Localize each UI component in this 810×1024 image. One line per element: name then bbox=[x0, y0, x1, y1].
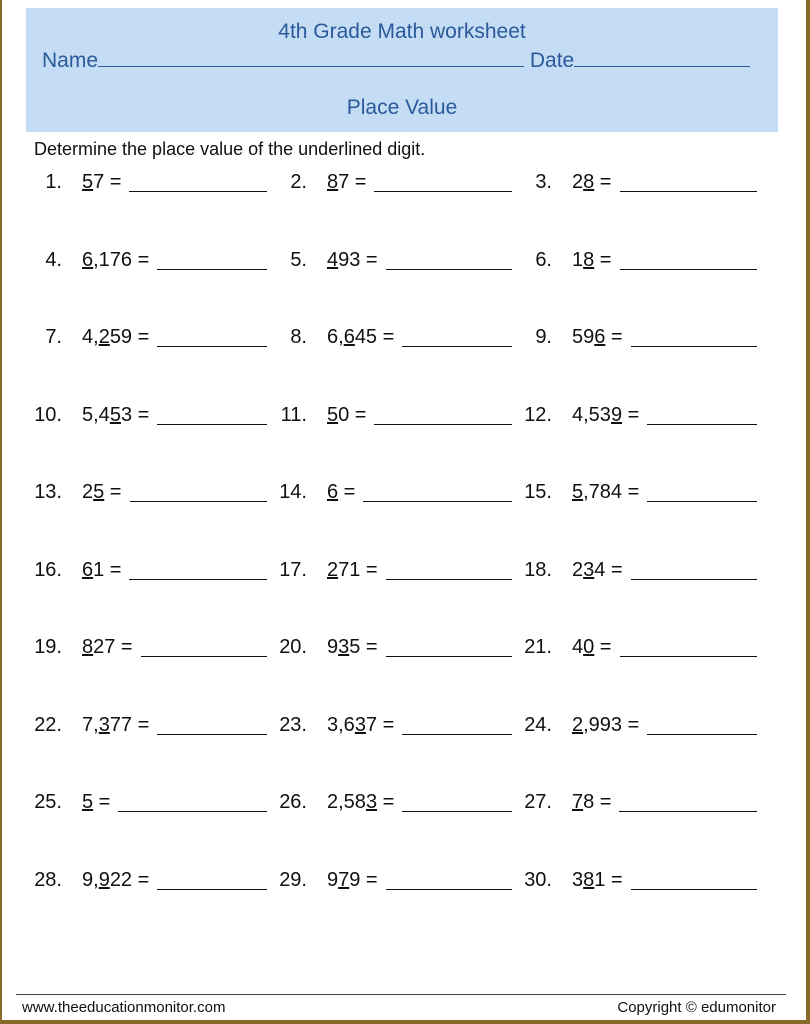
instructions: Determine the place value of the underlined digit. bbox=[34, 139, 426, 159]
problem-item bbox=[34, 791, 267, 815]
digits-after: = bbox=[594, 171, 612, 193]
problem-expression bbox=[327, 714, 394, 737]
answer-blank[interactable] bbox=[620, 636, 757, 657]
problem-number: 19. bbox=[34, 636, 62, 658]
problem-item bbox=[535, 171, 757, 195]
footer-copyright: Copyright © edumonitor bbox=[617, 999, 776, 1016]
digits-after: 27 = bbox=[93, 636, 133, 658]
answer-blank[interactable] bbox=[129, 171, 267, 192]
problem-number: 27. bbox=[524, 791, 552, 813]
problem-expression bbox=[327, 326, 394, 349]
problem-expression bbox=[82, 249, 149, 272]
answer-blank[interactable] bbox=[386, 869, 512, 890]
problem-item bbox=[524, 636, 757, 660]
problem-item bbox=[45, 171, 267, 195]
problem-expression bbox=[572, 791, 611, 814]
worksheet-subtitle: Place Value bbox=[346, 96, 458, 119]
answer-blank[interactable] bbox=[631, 559, 757, 580]
worksheet-title: 4th Grade Math worksheet bbox=[278, 20, 526, 43]
problem-number: 18. bbox=[524, 558, 552, 581]
answer-blank[interactable] bbox=[647, 404, 757, 425]
problem-expression bbox=[572, 326, 623, 349]
answer-blank[interactable] bbox=[374, 404, 512, 425]
problem-item bbox=[34, 868, 267, 893]
problem-number: 15. bbox=[524, 481, 552, 503]
problem-number: 3. bbox=[535, 171, 552, 193]
digits-before: 3 bbox=[572, 868, 584, 891]
answer-blank[interactable] bbox=[647, 714, 757, 735]
underlined-digit: 6 bbox=[327, 481, 339, 503]
problem-expression bbox=[572, 869, 623, 892]
footer-divider bbox=[16, 994, 786, 995]
date-label: Date bbox=[529, 49, 575, 72]
digits-after: = bbox=[338, 481, 356, 503]
problem-expression bbox=[572, 714, 639, 737]
problem-expression bbox=[572, 249, 612, 272]
underlined-digit: 8 bbox=[82, 636, 94, 658]
underlined-digit: 6 bbox=[82, 558, 94, 581]
underlined-digit: 2 bbox=[327, 558, 339, 581]
answer-blank[interactable] bbox=[402, 791, 512, 812]
underlined-digit: 7 bbox=[572, 791, 584, 813]
name-blank[interactable] bbox=[98, 46, 524, 67]
problem-number: 1. bbox=[45, 171, 62, 193]
underlined-digit: 9 bbox=[610, 403, 623, 426]
digits-after: = bbox=[594, 248, 612, 271]
answer-blank[interactable] bbox=[374, 171, 512, 192]
digits-before: 9, bbox=[82, 868, 99, 891]
underlined-digit: 5 bbox=[109, 403, 121, 426]
date-blank[interactable] bbox=[574, 46, 750, 67]
problem-number: 24. bbox=[524, 713, 552, 736]
name-date-row bbox=[42, 46, 762, 73]
digits-after: 1 = bbox=[93, 558, 122, 581]
problem-number: 21. bbox=[524, 636, 552, 658]
underlined-digit: 5 bbox=[82, 791, 94, 813]
digits-before: 5,4 bbox=[82, 403, 110, 426]
problem-number: 10. bbox=[34, 403, 62, 426]
problem-item bbox=[279, 791, 512, 815]
digits-after: ,993 = bbox=[583, 713, 640, 736]
problem-number: 6. bbox=[535, 248, 552, 271]
problem-number: 30. bbox=[524, 868, 552, 891]
problem-expression bbox=[572, 171, 612, 194]
underlined-digit: 8 bbox=[583, 868, 595, 891]
answer-blank[interactable] bbox=[631, 869, 757, 890]
problem-item bbox=[45, 248, 267, 273]
problem-number: 5. bbox=[290, 248, 307, 271]
answer-blank[interactable] bbox=[631, 326, 757, 347]
footer-website: www.theeducationmonitor.com bbox=[22, 999, 226, 1016]
digits-before: 2,58 bbox=[327, 791, 366, 813]
digits-before: 4,53 bbox=[572, 403, 611, 426]
problem-number: 20. bbox=[279, 636, 307, 658]
digits-after: = bbox=[605, 326, 623, 348]
underlined-digit: 5 bbox=[572, 481, 584, 503]
problem-expression bbox=[327, 791, 394, 814]
problem-expression bbox=[327, 249, 378, 272]
digits-after: = bbox=[622, 403, 640, 426]
problem-number: 23. bbox=[279, 713, 307, 736]
problem-number: 25. bbox=[34, 791, 62, 813]
answer-blank[interactable] bbox=[363, 481, 512, 502]
problem-number: 17. bbox=[279, 558, 307, 581]
problem-expression bbox=[82, 171, 121, 194]
problem-expression bbox=[82, 481, 122, 504]
problem-expression bbox=[327, 636, 378, 659]
digits-after: 0 = bbox=[338, 403, 367, 426]
problem-expression bbox=[572, 404, 639, 427]
underlined-digit: 8 bbox=[583, 171, 595, 193]
answer-blank[interactable] bbox=[620, 171, 757, 192]
digits-before: 3,6 bbox=[327, 713, 355, 736]
problem-number: 22. bbox=[34, 713, 62, 736]
digits-after: = bbox=[594, 636, 612, 658]
problem-expression bbox=[572, 559, 623, 582]
problem-number: 26. bbox=[279, 791, 307, 813]
underlined-digit: 5 bbox=[93, 481, 105, 503]
digits-before: 6, bbox=[327, 326, 344, 348]
answer-blank[interactable] bbox=[619, 791, 757, 812]
problem-item bbox=[279, 636, 512, 660]
problem-item bbox=[524, 481, 757, 505]
digits-before: 2 bbox=[572, 558, 584, 581]
digits-after: 3 = bbox=[120, 403, 150, 426]
underlined-digit: 6 bbox=[343, 326, 355, 348]
underlined-digit: 3 bbox=[338, 636, 350, 658]
problem-expression bbox=[82, 869, 149, 892]
answer-blank[interactable] bbox=[386, 249, 512, 270]
problem-item bbox=[280, 403, 512, 428]
answer-blank[interactable] bbox=[386, 559, 512, 580]
digits-before: 9 bbox=[327, 868, 339, 891]
answer-blank[interactable] bbox=[157, 714, 267, 735]
problem-number: 13. bbox=[34, 481, 62, 503]
underlined-digit: 2 bbox=[572, 713, 584, 736]
underlined-digit: 5 bbox=[327, 403, 339, 426]
problem-item bbox=[524, 713, 757, 738]
problem-number: 29. bbox=[279, 868, 307, 891]
problem-expression bbox=[82, 559, 121, 582]
problem-number: 16. bbox=[34, 558, 62, 581]
problem-item bbox=[535, 248, 757, 273]
problem-number: 9. bbox=[535, 326, 552, 348]
answer-blank[interactable] bbox=[647, 481, 757, 502]
answer-blank[interactable] bbox=[118, 791, 267, 812]
problem-item bbox=[279, 558, 512, 583]
problem-expression bbox=[82, 404, 149, 427]
underlined-digit: 7 bbox=[338, 868, 350, 891]
digits-after: 9 = bbox=[349, 868, 378, 891]
underlined-digit: 6 bbox=[594, 326, 606, 348]
digits-after: 7 = bbox=[365, 713, 395, 736]
name-label: Name bbox=[42, 49, 99, 72]
problem-item bbox=[524, 403, 757, 428]
digits-after: ,176 = bbox=[93, 248, 150, 271]
answer-blank[interactable] bbox=[620, 249, 757, 270]
digits-before: 4, bbox=[82, 326, 99, 348]
problem-expression bbox=[327, 559, 378, 582]
answer-blank[interactable] bbox=[402, 326, 512, 347]
underlined-digit: 3 bbox=[583, 558, 595, 581]
digits-after: 5 = bbox=[349, 636, 378, 658]
digits-after: 77 = bbox=[109, 713, 150, 736]
answer-blank[interactable] bbox=[130, 481, 267, 502]
problem-item bbox=[290, 248, 512, 273]
underlined-digit: 2 bbox=[98, 326, 110, 348]
problem-item bbox=[524, 558, 757, 583]
worksheet-header bbox=[26, 8, 778, 132]
digits-after: 71 = bbox=[338, 558, 378, 581]
answer-blank[interactable] bbox=[386, 636, 512, 657]
problem-item bbox=[279, 713, 512, 738]
problem-item bbox=[535, 326, 757, 350]
digits-before: 59 bbox=[572, 326, 595, 348]
answer-blank[interactable] bbox=[157, 249, 267, 270]
worksheet-page bbox=[2, 0, 806, 1020]
problem-number: 14. bbox=[279, 481, 307, 503]
digits-after: 93 = bbox=[338, 248, 378, 271]
problem-item bbox=[34, 558, 267, 583]
answer-blank[interactable] bbox=[157, 326, 267, 347]
problem-number: 12. bbox=[524, 403, 552, 426]
problem-item bbox=[34, 636, 267, 660]
answer-blank[interactable] bbox=[129, 559, 267, 580]
problem-expression bbox=[327, 404, 366, 427]
underlined-digit: 8 bbox=[327, 171, 339, 193]
answer-blank[interactable] bbox=[157, 404, 267, 425]
digits-before: 9 bbox=[327, 636, 339, 658]
problem-item bbox=[524, 868, 757, 893]
underlined-digit: 3 bbox=[354, 713, 366, 736]
problem-item bbox=[45, 326, 267, 350]
problem-number: 4. bbox=[45, 248, 62, 271]
digits-before: 2 bbox=[572, 171, 584, 193]
problem-item bbox=[279, 481, 512, 505]
problem-expression bbox=[327, 171, 366, 194]
digits-after: ,784 = bbox=[583, 481, 640, 503]
problem-number: 11. bbox=[280, 403, 307, 426]
digits-after: 4 = bbox=[594, 558, 623, 581]
problem-expression bbox=[82, 714, 149, 737]
problem-expression bbox=[82, 636, 133, 659]
underlined-digit: 9 bbox=[98, 868, 110, 891]
digits-after: 22 = bbox=[109, 868, 150, 891]
problem-expression bbox=[82, 791, 110, 814]
underlined-digit: 3 bbox=[365, 791, 378, 813]
problem-expression bbox=[82, 326, 149, 349]
underlined-digit: 3 bbox=[98, 713, 110, 736]
problem-expression bbox=[572, 481, 639, 504]
digits-after: 59 = bbox=[109, 326, 150, 348]
digits-before: 7, bbox=[82, 713, 99, 736]
answer-blank[interactable] bbox=[157, 869, 267, 890]
problem-expression bbox=[572, 636, 612, 659]
digits-before: 2 bbox=[82, 481, 94, 503]
answer-blank[interactable] bbox=[402, 714, 512, 735]
underlined-digit: 0 bbox=[583, 636, 595, 658]
digits-after: 7 = bbox=[338, 171, 367, 193]
digits-after: 45 = bbox=[354, 326, 395, 348]
problem-item bbox=[34, 403, 267, 428]
problem-item bbox=[279, 868, 512, 893]
problem-item bbox=[34, 481, 267, 505]
problem-expression bbox=[327, 869, 378, 892]
problem-number: 8. bbox=[290, 326, 307, 348]
digits-before: 4 bbox=[572, 636, 584, 658]
digits-after: 7 = bbox=[93, 171, 122, 193]
problem-item bbox=[290, 171, 512, 195]
problem-number: 28. bbox=[34, 868, 62, 891]
problem-expression bbox=[327, 481, 355, 504]
digits-after: = bbox=[104, 481, 122, 503]
underlined-digit: 8 bbox=[583, 248, 595, 271]
problem-item bbox=[524, 791, 757, 815]
answer-blank[interactable] bbox=[141, 636, 267, 657]
underlined-digit: 4 bbox=[327, 248, 339, 271]
problem-number: 7. bbox=[45, 326, 62, 348]
digits-after: 1 = bbox=[594, 868, 623, 891]
underlined-digit: 6 bbox=[82, 248, 94, 271]
digits-after: = bbox=[377, 791, 395, 813]
problem-item bbox=[290, 326, 512, 350]
problem-item bbox=[34, 713, 267, 738]
digits-after: = bbox=[93, 791, 111, 813]
digits-before: 1 bbox=[572, 248, 584, 271]
problem-number: 2. bbox=[290, 171, 307, 193]
underlined-digit: 5 bbox=[82, 171, 94, 193]
digits-after: 8 = bbox=[583, 791, 612, 813]
